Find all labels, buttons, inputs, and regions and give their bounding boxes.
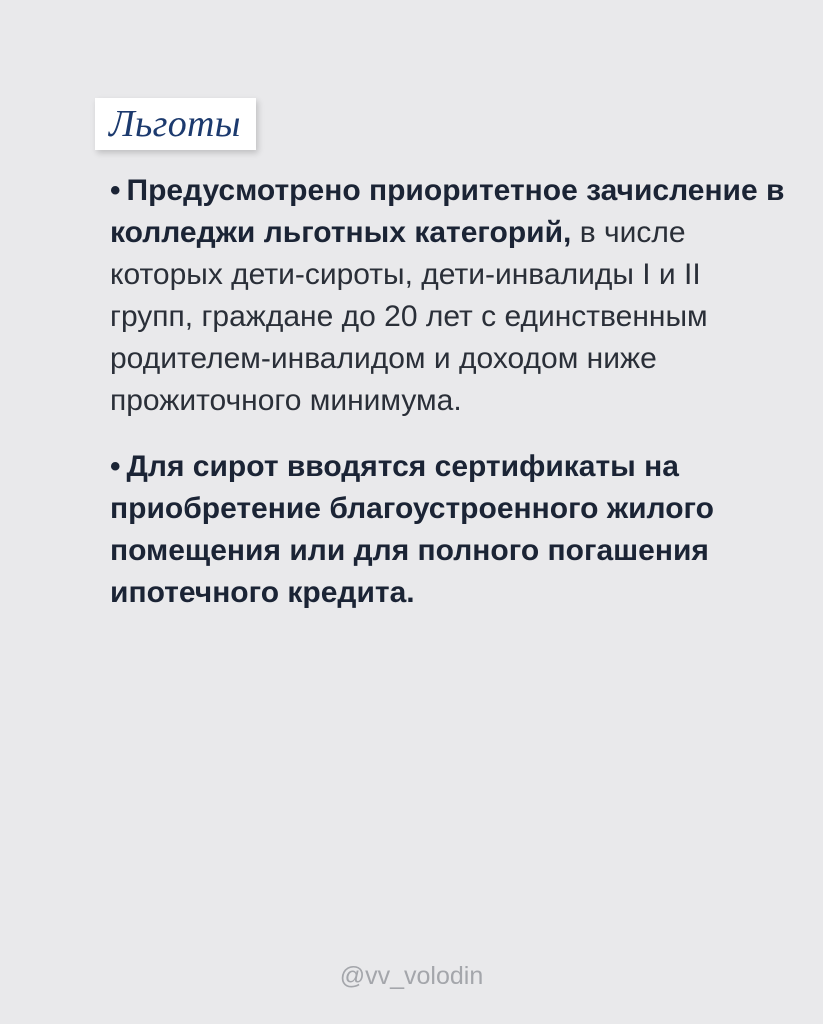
author-handle: @vv_volodin: [339, 962, 484, 990]
bullet-mark: •: [110, 174, 121, 207]
benefit-point-1: [110, 170, 790, 422]
title-label-box: [95, 98, 256, 150]
benefit-point-2: [110, 446, 790, 614]
benefit-point-1-regular: в числе которых дети-сироты, дети-инвалиды I и II групп, граждане до 20 лет с единственным родителем-инвалидом и доходом ниже прожиточного минимума.: [110, 216, 708, 417]
bullet-mark: •: [110, 450, 121, 483]
slide-title: Льготы: [109, 103, 241, 145]
benefits-list: [110, 170, 790, 614]
benefit-point-2-bold: Для сирот вводятся сертификаты на приобретение благоустроенного жилого помещения или для полного погашения ипотечного кредита.: [110, 450, 714, 609]
benefit-point-1-bold: Предусмотрено приоритетное зачисление в колледжи льготных категорий,: [110, 174, 785, 249]
